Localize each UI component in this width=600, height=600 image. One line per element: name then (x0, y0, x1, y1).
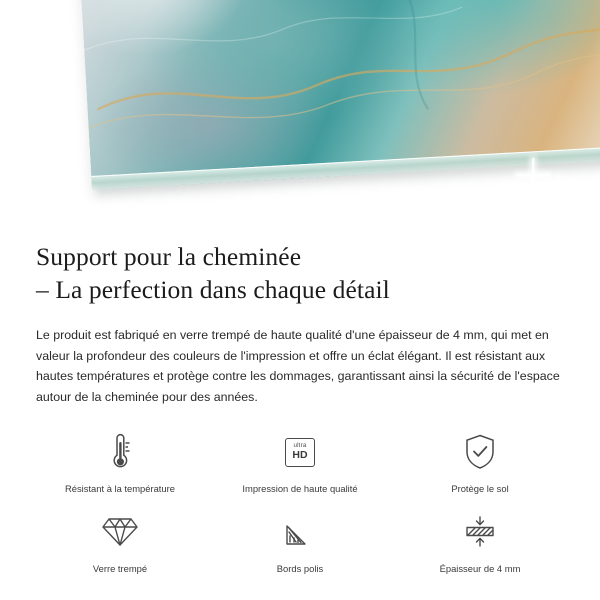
feature-label: Verre trempé (92, 563, 148, 574)
polished-edges-icon (283, 509, 317, 555)
thickness-arrows-icon (462, 509, 498, 555)
hero-image-inner (0, 0, 600, 218)
feature-item-polished-edges (210, 509, 390, 575)
shield-check-icon (463, 429, 497, 475)
description-paragraph: Le produit est fabriqué en verre trempé de haute qualité d'une épaisseur de 4 mm, qui met en valeur la profondeur des couleurs de l'impression et offre un éclat élégant. Il est résistant aux hautes températures et protège contre les dommages, garantissant ainsi la sécurité de l'espace autour de la cheminée pour des années. (36, 328, 560, 404)
feature-label: Résistant à la température (65, 483, 175, 494)
hero-image (0, 0, 600, 218)
thermometer-icon (105, 429, 135, 475)
feature-label: Bords polis (276, 563, 324, 574)
ultra-hd-icon (285, 429, 315, 475)
ultra-hd-bottom-label: HD (292, 449, 308, 462)
sparkle-icon (548, 176, 568, 196)
feature-label: Impression de haute qualité (242, 483, 358, 494)
feature-label: Protège le sol (451, 483, 509, 494)
feature-item-tempered-glass (30, 509, 210, 575)
feature-label: Épaisseur de 4 mm (439, 563, 521, 574)
text-content (0, 218, 600, 407)
headline-line-1: Support pour la cheminée (36, 242, 302, 271)
feature-grid (0, 407, 600, 575)
feature-item-print-quality (210, 429, 390, 495)
diamond-icon (101, 509, 139, 555)
ultra-hd-top-label: ultra (293, 442, 307, 450)
feature-item-thickness (390, 509, 570, 575)
feature-item-floor-protection (390, 429, 570, 495)
page-title (36, 218, 564, 306)
feature-item-temperature (30, 429, 210, 495)
headline-line-2: – La perfection dans chaque détail (36, 275, 390, 304)
sparkle-icon (500, 182, 514, 196)
